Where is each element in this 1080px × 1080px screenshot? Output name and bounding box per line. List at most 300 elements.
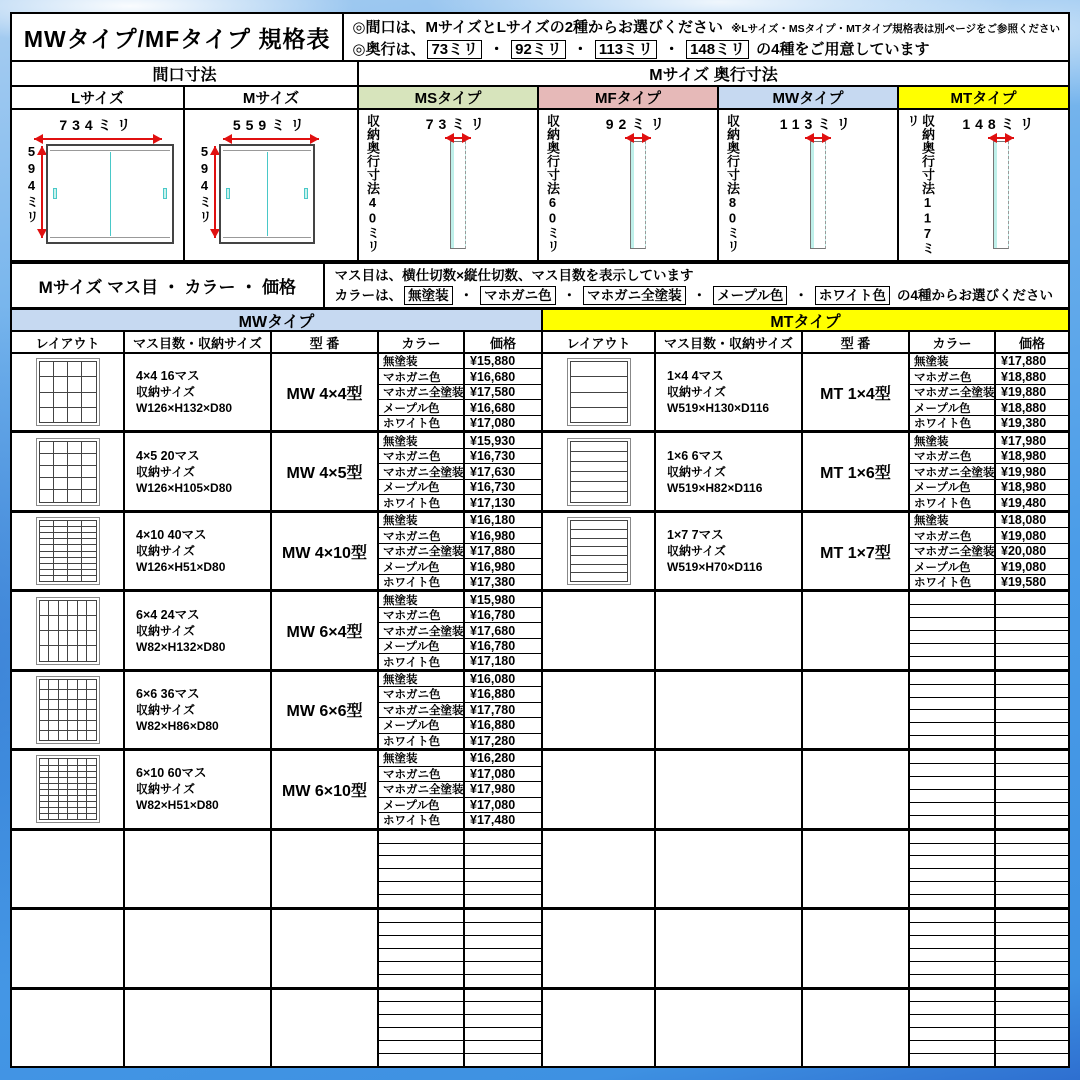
color-price-row xyxy=(910,559,1068,574)
color-price-row xyxy=(379,495,541,509)
depth-arrow xyxy=(445,137,471,139)
color-price-row xyxy=(379,910,541,923)
price-cell xyxy=(996,856,1068,868)
masu-size-cell xyxy=(125,831,272,907)
empty-product-row xyxy=(543,592,1068,671)
model-cell: MW 4×10型 xyxy=(272,513,379,589)
boxed-option: マホガニ色 xyxy=(480,286,556,305)
price-cell: ¥17,380 xyxy=(470,575,516,590)
color-price-row xyxy=(910,644,1068,657)
color-cell xyxy=(379,923,465,935)
boxed-option: メープル色 xyxy=(713,286,787,305)
color-price-row xyxy=(910,1041,1068,1054)
color-price-row xyxy=(379,1002,541,1015)
side-panel-drawing xyxy=(810,141,826,249)
color-cell: ホワイト色 xyxy=(910,575,996,589)
color-note-prefix: カラーは、 xyxy=(334,287,403,303)
color-cell xyxy=(910,657,996,669)
color-price-row xyxy=(379,654,541,668)
price-cell xyxy=(996,685,1068,697)
color-price-rows xyxy=(379,910,541,986)
storage-size-caption: 収納サイズ xyxy=(136,782,196,797)
price-cell: ¥16,680 xyxy=(470,400,516,415)
color-cell: メープル色 xyxy=(910,480,996,494)
color-price-rows xyxy=(910,990,1068,1066)
price-cell xyxy=(996,1015,1068,1027)
color-price-row xyxy=(910,856,1068,869)
color-cell xyxy=(910,856,996,868)
option-separator: ・ xyxy=(692,287,707,303)
color-price-row xyxy=(910,723,1068,736)
column-header: マス目数・収納サイズ xyxy=(125,332,272,352)
color-cell: マホガニ色 xyxy=(379,608,465,622)
layout-cell xyxy=(12,354,125,430)
price-cell xyxy=(996,949,1068,961)
product-row xyxy=(12,354,541,433)
storage-depth-label: 収納奥行寸法60ミリ xyxy=(545,114,560,253)
color-price-row xyxy=(379,831,541,844)
layout-cell xyxy=(543,751,656,827)
price-cell xyxy=(996,710,1068,722)
color-cell xyxy=(910,790,996,802)
price-cell xyxy=(996,592,1068,604)
color-price-row xyxy=(379,813,541,827)
price-section-band xyxy=(12,264,1068,310)
product-row xyxy=(12,513,541,592)
price-cell xyxy=(996,869,1068,881)
color-cell: マホガニ全塗装 xyxy=(379,782,465,796)
width-arrow xyxy=(34,138,162,140)
layout-grid xyxy=(36,438,100,506)
empty-product-row xyxy=(543,910,1068,989)
color-cell: メープル色 xyxy=(910,400,996,414)
price-cell xyxy=(996,605,1068,617)
cabinet-drawing xyxy=(46,144,174,244)
group-header-row xyxy=(12,310,1068,332)
color-cell: ホワイト色 xyxy=(910,416,996,430)
color-price-rows xyxy=(379,751,541,827)
color-cell xyxy=(910,895,996,907)
layout-cell xyxy=(543,990,656,1066)
color-cell xyxy=(910,672,996,684)
color-cell xyxy=(379,895,465,907)
color-cell: メープル色 xyxy=(379,400,465,414)
color-price-rows xyxy=(910,672,1068,748)
color-cell xyxy=(910,844,996,856)
layout-cell xyxy=(12,990,125,1066)
color-cell: ホワイト色 xyxy=(379,495,465,509)
width-arrow xyxy=(223,138,319,140)
price-cell: ¥17,180 xyxy=(470,654,516,669)
color-price-row xyxy=(379,923,541,936)
price-cell xyxy=(996,910,1068,922)
color-cell xyxy=(910,698,996,710)
color-price-row xyxy=(910,710,1068,723)
color-price-row xyxy=(379,895,541,907)
color-price-row xyxy=(379,882,541,895)
price-cell: ¥18,980 xyxy=(1001,480,1047,495)
masu-size-cell xyxy=(656,910,803,986)
column-header: レイアウト xyxy=(12,332,125,352)
price-cell xyxy=(996,816,1068,828)
color-cell xyxy=(910,990,996,1002)
masu-size-cell xyxy=(125,990,272,1066)
boxed-option: ホワイト色 xyxy=(815,286,890,305)
price-cell xyxy=(465,831,541,843)
color-cell: ホワイト色 xyxy=(910,495,996,509)
storage-size-caption: 収納サイズ xyxy=(667,385,727,400)
color-price-row xyxy=(910,751,1068,764)
price-cell: ¥18,880 xyxy=(1001,369,1047,384)
color-cell xyxy=(379,1054,465,1066)
price-cell xyxy=(465,1002,541,1014)
color-price-row xyxy=(910,882,1068,895)
price-cell xyxy=(996,790,1068,802)
color-price-rows xyxy=(910,592,1068,668)
price-cell: ¥15,930 xyxy=(470,433,516,448)
group-header: MTタイプ xyxy=(543,310,1068,330)
price-section-header: Mサイズ マス目 ・ カラー ・ 価格 xyxy=(12,264,325,307)
layout-cell xyxy=(543,672,656,748)
layout-cell xyxy=(12,831,125,907)
color-price-row xyxy=(910,777,1068,790)
masu-size-cell xyxy=(125,910,272,986)
storage-size-value: W82×H51×D80 xyxy=(136,798,219,813)
door-split-line xyxy=(267,152,268,236)
color-cell xyxy=(910,777,996,789)
layout-cell xyxy=(12,910,125,986)
color-cell xyxy=(910,936,996,948)
note-opening-text: ◎間口は、MサイズとLサイズの2種からお選びください xyxy=(352,18,724,36)
color-cell: 無塗装 xyxy=(379,751,465,765)
masu-note: マス目は、横仕切数×縦仕切数、マス目数を表示しています xyxy=(334,267,694,283)
product-row xyxy=(12,672,541,751)
masu-size-cell xyxy=(125,354,272,430)
color-price-row xyxy=(910,803,1068,816)
model-cell xyxy=(803,990,910,1066)
price-cell xyxy=(465,1054,541,1066)
color-cell xyxy=(379,856,465,868)
price-cell: ¥17,080 xyxy=(470,766,516,781)
price-cell xyxy=(465,844,541,856)
masu-size-cell xyxy=(656,831,803,907)
color-price-row xyxy=(379,1015,541,1028)
depth-diagram-cell xyxy=(719,110,899,260)
color-price-row xyxy=(379,718,541,733)
price-cell: ¥17,780 xyxy=(470,702,516,717)
color-cell: メープル色 xyxy=(379,480,465,494)
price-cell xyxy=(996,698,1068,710)
product-row xyxy=(543,433,1068,512)
depth-options xyxy=(425,41,751,58)
depth-arrow xyxy=(805,137,831,139)
price-cell: ¥17,980 xyxy=(470,782,516,797)
color-cell: マホガニ全塗装 xyxy=(379,544,465,558)
color-cell: マホガニ色 xyxy=(379,369,465,383)
color-price-row xyxy=(910,354,1068,369)
depth-type-header: MFタイプ xyxy=(539,87,719,108)
color-price-row xyxy=(910,575,1068,589)
layout-cell xyxy=(12,751,125,827)
price-cell xyxy=(996,803,1068,815)
color-price-row xyxy=(379,385,541,400)
color-price-row xyxy=(379,464,541,479)
price-cell xyxy=(465,1015,541,1027)
empty-product-row xyxy=(543,751,1068,830)
price-cell: ¥17,980 xyxy=(1001,433,1047,448)
color-cell xyxy=(379,844,465,856)
color-cell xyxy=(379,882,465,894)
color-price-row xyxy=(379,751,541,766)
color-price-row xyxy=(379,400,541,415)
price-cell xyxy=(996,844,1068,856)
color-price-row xyxy=(910,400,1068,415)
depth-type-header: MSタイプ xyxy=(359,87,539,108)
color-cell xyxy=(910,949,996,961)
storage-size-value: W519×H70×D116 xyxy=(667,560,763,575)
color-price-row xyxy=(910,923,1068,936)
group-header: MWタイプ xyxy=(12,310,543,330)
column-header: マス目数・収納サイズ xyxy=(656,332,803,352)
price-cell xyxy=(465,962,541,974)
price-cell xyxy=(996,1054,1068,1066)
storage-size-caption: 収納サイズ xyxy=(136,702,196,717)
price-cell: ¥16,180 xyxy=(470,513,516,528)
price-cell: ¥17,480 xyxy=(470,813,516,828)
color-price-rows xyxy=(910,751,1068,827)
height-arrow xyxy=(41,146,43,238)
empty-product-row xyxy=(12,990,541,1066)
price-cell: ¥19,080 xyxy=(1001,559,1047,574)
price-cell xyxy=(996,895,1068,907)
price-cell: ¥19,580 xyxy=(1001,575,1047,590)
price-cell: ¥17,080 xyxy=(470,416,516,431)
price-cell: ¥16,780 xyxy=(470,608,516,623)
depth-dimension-label: 148ミリ xyxy=(962,116,1039,132)
color-cell xyxy=(910,803,996,815)
color-cell xyxy=(910,831,996,843)
layout-grid xyxy=(36,358,100,426)
price-cell xyxy=(465,1041,541,1053)
color-price-row xyxy=(910,936,1068,949)
color-cell: マホガニ色 xyxy=(379,528,465,542)
product-row xyxy=(12,592,541,671)
color-price-row xyxy=(910,480,1068,495)
color-cell: マホガニ色 xyxy=(910,369,996,383)
price-cell xyxy=(996,751,1068,763)
price-cell: ¥16,730 xyxy=(470,480,516,495)
color-price-row xyxy=(910,1015,1068,1028)
boxed-option: 148ミリ xyxy=(686,40,749,59)
layout-grid xyxy=(36,755,100,823)
price-cell: ¥16,680 xyxy=(470,369,516,384)
masu-count: 1×6 6マス xyxy=(667,448,724,463)
storage-size-caption: 収納サイズ xyxy=(136,464,196,479)
empty-product-row xyxy=(543,990,1068,1066)
masu-size-cell xyxy=(656,433,803,509)
storage-size-caption: 収納サイズ xyxy=(136,623,196,638)
color-price-row xyxy=(379,844,541,857)
color-cell xyxy=(379,949,465,961)
color-price-row xyxy=(379,687,541,702)
color-cell: マホガニ色 xyxy=(379,767,465,781)
price-cell xyxy=(996,882,1068,894)
layout-grid xyxy=(567,517,631,585)
color-cell: マホガニ色 xyxy=(910,449,996,463)
price-cell: ¥18,980 xyxy=(1001,449,1047,464)
width-dimension-label: 734ミリ xyxy=(59,117,136,133)
color-cell xyxy=(910,882,996,894)
color-price-row xyxy=(910,416,1068,430)
color-note xyxy=(335,286,1058,306)
price-cell: ¥17,080 xyxy=(470,797,516,812)
price-cell xyxy=(465,975,541,987)
price-cell xyxy=(465,856,541,868)
color-cell xyxy=(910,910,996,922)
price-cell xyxy=(996,975,1068,987)
color-price-row xyxy=(379,369,541,384)
color-cell: ホワイト色 xyxy=(379,575,465,589)
cabinet-diagram-cell xyxy=(185,110,359,260)
door-handle-icon xyxy=(226,188,230,199)
storage-size-caption: 収納サイズ xyxy=(136,385,196,400)
note-reference: ※Lサイズ・MSタイプ・MTタイプ規格表は別ページをご参照ください xyxy=(731,22,1060,35)
empty-product-row xyxy=(543,672,1068,751)
color-price-row xyxy=(910,910,1068,923)
color-price-row xyxy=(910,1054,1068,1066)
price-cell: ¥17,130 xyxy=(470,495,516,510)
storage-size-caption: 収納サイズ xyxy=(667,464,727,479)
model-cell xyxy=(803,592,910,668)
masu-size-cell xyxy=(656,513,803,589)
masu-size-cell xyxy=(656,354,803,430)
price-cell: ¥19,480 xyxy=(1001,495,1047,510)
depth-dimension-label: 113ミリ xyxy=(779,116,856,132)
product-column-mt xyxy=(543,354,1068,1066)
layout-grid xyxy=(36,597,100,665)
masu-size-cell xyxy=(656,672,803,748)
color-cell xyxy=(910,764,996,776)
color-cell: マホガニ色 xyxy=(910,528,996,542)
column-header-half xyxy=(543,332,1068,352)
color-price-row xyxy=(910,949,1068,962)
color-cell xyxy=(379,936,465,948)
price-cell xyxy=(465,990,541,1002)
color-cell xyxy=(910,751,996,763)
model-cell: MW 4×5型 xyxy=(272,433,379,509)
layout-grid xyxy=(36,517,100,585)
color-price-row xyxy=(910,513,1068,528)
depth-section-header: Mサイズ 奥行寸法 xyxy=(649,67,778,84)
price-cell: ¥20,080 xyxy=(1001,544,1047,559)
spec-sheet xyxy=(10,12,1070,1068)
color-price-row xyxy=(910,685,1068,698)
color-price-row xyxy=(910,592,1068,605)
color-cell xyxy=(910,605,996,617)
depth-type-header: MWタイプ xyxy=(719,87,899,108)
color-price-row xyxy=(910,631,1068,644)
color-price-row xyxy=(379,480,541,495)
storage-size-value: W82×H132×D80 xyxy=(136,639,226,654)
masu-size-cell xyxy=(656,592,803,668)
color-price-rows xyxy=(379,513,541,589)
color-cell: メープル色 xyxy=(379,718,465,732)
masu-count: 4×4 16マス xyxy=(136,369,200,384)
color-price-row xyxy=(379,433,541,448)
color-price-row xyxy=(379,734,541,748)
color-cell: マホガニ全塗装 xyxy=(910,544,996,558)
color-cell xyxy=(379,869,465,881)
color-price-rows xyxy=(379,354,541,430)
masu-size-cell xyxy=(125,513,272,589)
storage-depth-label: 収納奥行寸法40ミリ xyxy=(365,114,380,253)
price-cell xyxy=(996,631,1068,643)
price-cell xyxy=(996,764,1068,776)
color-price-row xyxy=(910,449,1068,464)
size-header: Mサイズ xyxy=(185,87,359,108)
color-cell xyxy=(379,910,465,922)
color-price-row xyxy=(910,844,1068,857)
color-price-row xyxy=(910,433,1068,448)
type-header-row xyxy=(12,87,1068,110)
color-price-row xyxy=(379,513,541,528)
color-cell xyxy=(910,975,996,987)
empty-product-row xyxy=(12,910,541,989)
price-cell: ¥17,580 xyxy=(470,385,516,400)
color-price-row xyxy=(379,544,541,559)
color-cell xyxy=(379,831,465,843)
model-cell xyxy=(272,910,379,986)
color-price-row xyxy=(910,698,1068,711)
color-price-row xyxy=(379,559,541,574)
product-row xyxy=(12,751,541,830)
color-price-row xyxy=(910,1028,1068,1041)
masu-count: 6×4 24マス xyxy=(136,607,200,622)
color-price-row xyxy=(910,385,1068,400)
color-cell xyxy=(379,1002,465,1014)
color-price-row xyxy=(910,962,1068,975)
color-price-row xyxy=(910,605,1068,618)
boxed-option: 92ミリ xyxy=(511,40,566,59)
model-cell: MW 6×6型 xyxy=(272,672,379,748)
color-price-rows xyxy=(910,910,1068,986)
model-cell: MT 1×6型 xyxy=(803,433,910,509)
color-price-row xyxy=(379,592,541,607)
option-separator: ・ xyxy=(459,287,474,303)
color-cell: メープル色 xyxy=(379,559,465,573)
color-cell: マホガニ全塗装 xyxy=(910,464,996,478)
depth-diagram-cell xyxy=(899,110,1068,260)
masu-count: 1×4 4マス xyxy=(667,369,724,384)
color-cell: マホガニ全塗装 xyxy=(379,703,465,717)
color-cell: ホワイト色 xyxy=(379,654,465,668)
color-price-rows xyxy=(379,433,541,509)
color-price-row xyxy=(910,1002,1068,1015)
color-price-row xyxy=(910,618,1068,631)
option-separator: ・ xyxy=(562,287,577,303)
product-row xyxy=(12,433,541,512)
color-cell: メープル色 xyxy=(910,559,996,573)
size-header: Lサイズ xyxy=(12,87,185,108)
price-cell xyxy=(465,923,541,935)
color-price-row xyxy=(910,895,1068,907)
price-cell: ¥16,980 xyxy=(470,559,516,574)
top-notes xyxy=(344,14,1068,60)
color-price-row xyxy=(379,962,541,975)
color-price-row xyxy=(379,1041,541,1054)
color-price-row xyxy=(379,975,541,987)
page-title: MWタイプ/MFタイプ 規格表 xyxy=(12,14,344,60)
